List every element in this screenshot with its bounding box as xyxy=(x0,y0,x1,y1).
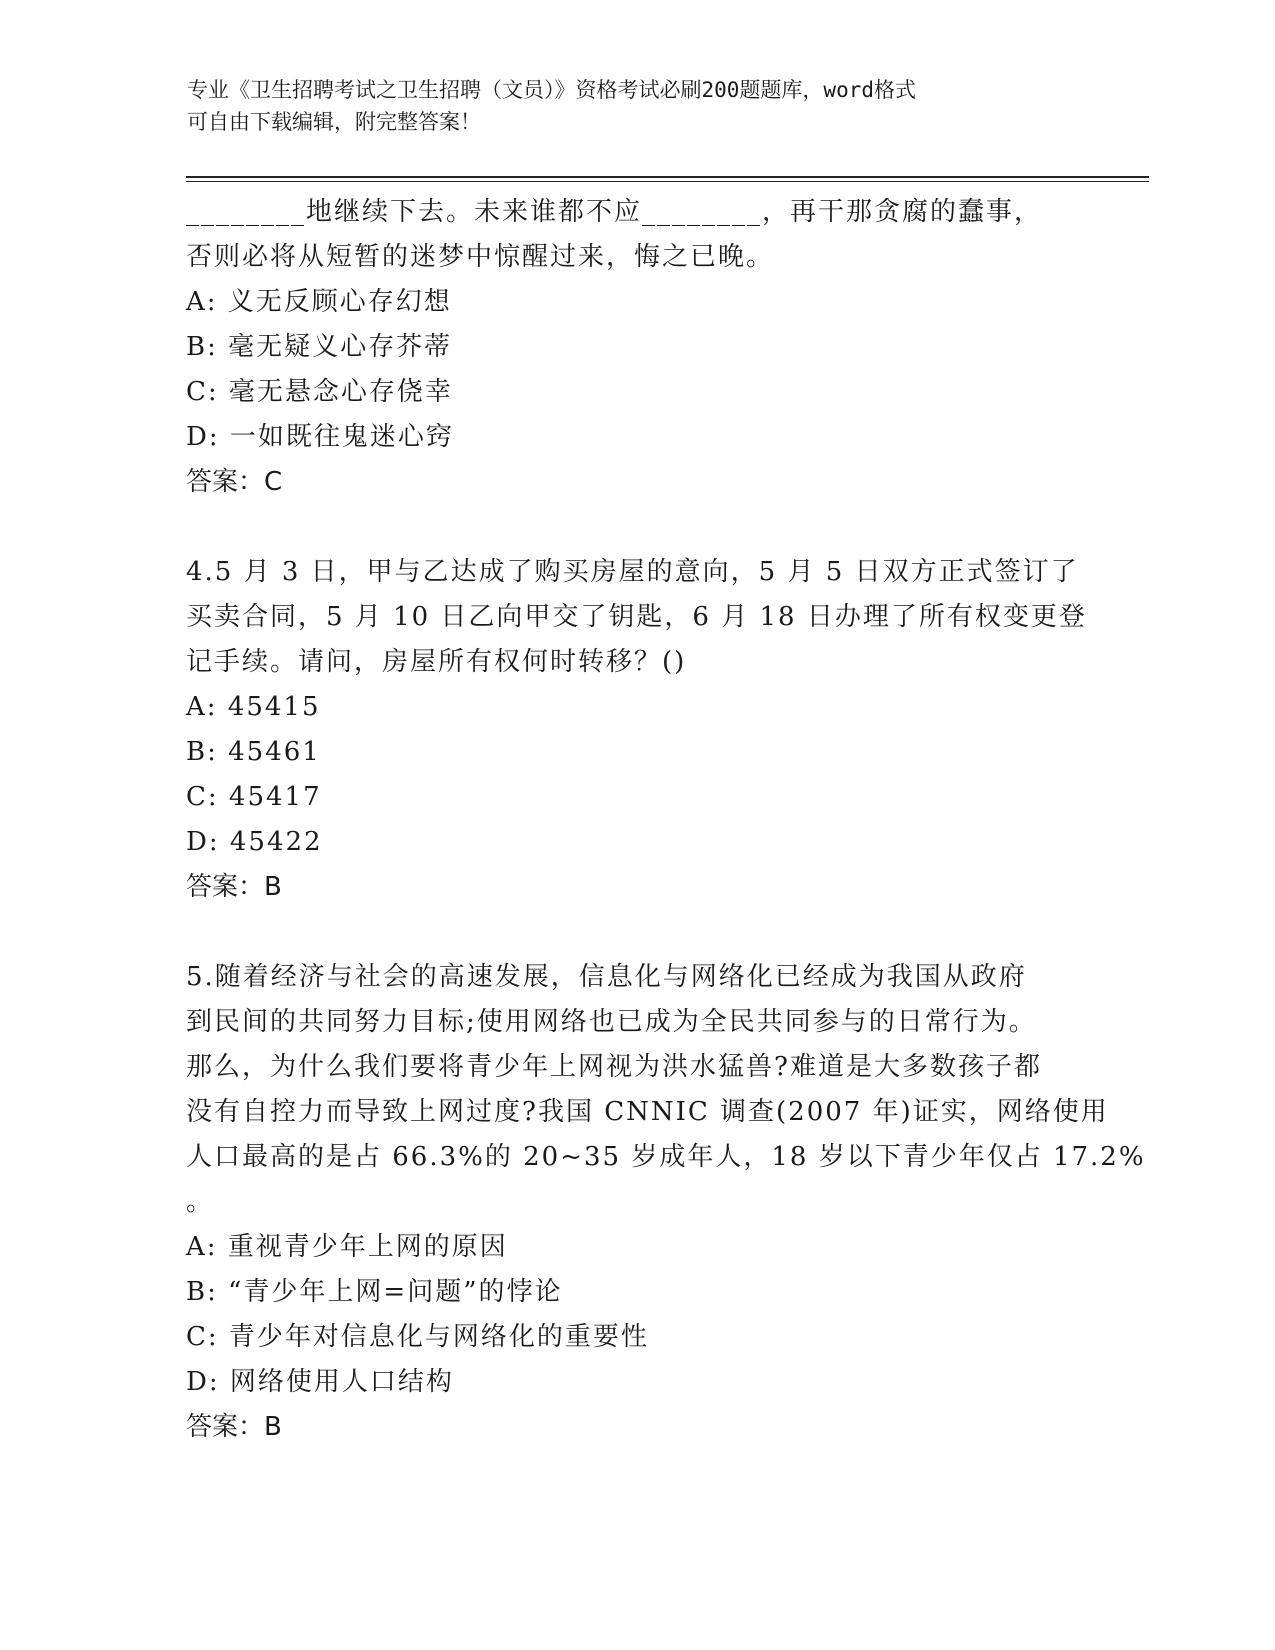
question-5-option-a: A: 重视青少年上网的原因 xyxy=(186,1232,508,1262)
header-title-line-2: 可自由下载编辑，附完整答案！ xyxy=(187,110,481,134)
question-3-option-a: A: 义无反顾心存幻想 xyxy=(186,287,452,317)
question-block-4 xyxy=(186,550,1106,910)
question-5-option-b: B: “青少年上网=问题”的悖论 xyxy=(186,1277,563,1307)
question-spacer xyxy=(186,910,1106,955)
question-5-answer: 答案：B xyxy=(186,1412,282,1442)
question-4-option-d: D: 45422 xyxy=(186,827,323,857)
question-5-text-line-2: 到民间的共同努力目标;使用网络也已成为全民共同参与的日常行为。 xyxy=(186,1007,1037,1037)
header-title-line-1: 专业《卫生招聘考试之卫生招聘（文员）》资格考试必刷200题题库，word格式 xyxy=(187,78,916,102)
header-divider-bottom xyxy=(186,181,1149,182)
question-5-text-line-6: 。 xyxy=(186,1187,215,1217)
question-4-text-line-3: 记手续。请问，房屋所有权何时转移？() xyxy=(186,647,687,677)
question-block-5 xyxy=(186,955,1146,1450)
question-4-text-line-1: 4.5 月 3 日，甲与乙达成了购买房屋的意向，5 月 5 日双方正式签订了 xyxy=(186,557,1079,587)
question-4-answer: 答案：B xyxy=(186,872,282,902)
question-5-text-line-5: 人口最高的是占 66.3%的 20~35 岁成年人，18 岁以下青少年仅占 17.2% xyxy=(186,1142,1146,1172)
question-4-option-a: A: 45415 xyxy=(186,692,321,722)
question-5-text-line-1: 5.随着经济与社会的高速发展，信息化与网络化已经成为我国从政府 xyxy=(186,962,1027,992)
question-5-text-line-3: 那么，为什么我们要将青少年上网视为洪水猛兽?难道是大多数孩子都 xyxy=(186,1052,1042,1082)
question-3-option-b: B: 毫无疑义心存芥蒂 xyxy=(186,332,453,362)
question-4-text-line-2: 买卖合同，5 月 10 日乙向甲交了钥匙，6 月 18 日办理了所有权变更登 xyxy=(186,602,1087,632)
question-spacer xyxy=(186,505,1106,550)
question-4-option-c: C: 45417 xyxy=(186,782,322,812)
question-3-text-line-1: ________地继续下去。未来谁都不应________，再干那贪腐的蠢事， xyxy=(186,197,1043,227)
question-5-option-c: C: 青少年对信息化与网络化的重要性 xyxy=(186,1322,649,1352)
page-header xyxy=(187,74,1087,138)
document-body xyxy=(186,190,1146,1450)
question-4-option-b: B: 45461 xyxy=(186,737,321,767)
question-3-option-d: D: 一如既往鬼迷心窍 xyxy=(186,422,454,452)
question-3-answer: 答案：C xyxy=(186,467,283,497)
question-5-option-d: D: 网络使用人口结构 xyxy=(186,1367,454,1397)
question-3-option-c: C: 毫无悬念心存侥幸 xyxy=(186,377,453,407)
question-3-text-line-2: 否则必将从短暂的迷梦中惊醒过来，悔之已晚。 xyxy=(186,242,775,272)
question-block-3 xyxy=(186,190,1106,505)
header-divider-top xyxy=(186,176,1149,178)
question-5-text-line-4: 没有自控力而导致上网过度?我国 CNNIC 调查(2007 年)证实，网络使用 xyxy=(186,1097,1109,1127)
